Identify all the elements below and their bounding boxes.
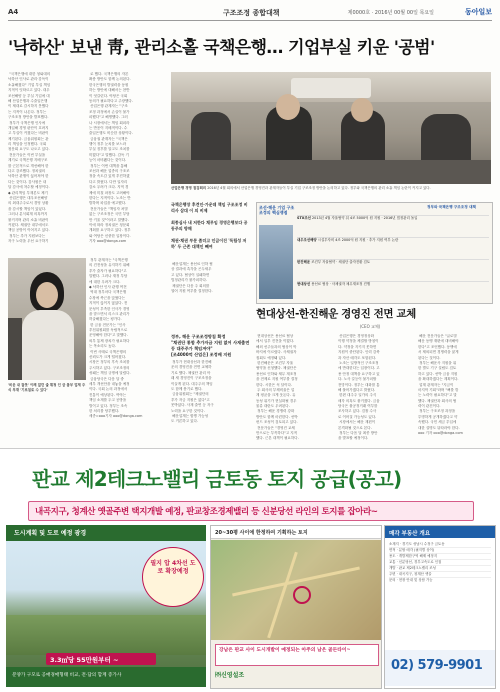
infobox-row	[297, 281, 489, 302]
infobox-right-header: 정부와 국책은행 구조조정 대책	[427, 205, 476, 209]
row-label: 현대상선	[297, 282, 311, 286]
row-text: 2013년 4월 자율협약 뒤 4조 5000억 원 지원 · 2016년 법정관리 돌입	[312, 216, 418, 220]
issue-date: 제0000호 · 2016년 00월 00일 목요일	[347, 10, 434, 16]
map-caption-box	[215, 644, 379, 666]
road-badge-text: 필지 압 4차선 도로 확장예정	[150, 560, 196, 575]
row-label: 한진해운	[297, 260, 311, 264]
info-title: 매각 부동산 개요	[389, 531, 431, 537]
infobox-row	[297, 237, 489, 258]
ad-note: 분양가 구모로 공매경매형태 비교, 전·답의 합계 증가사	[12, 673, 122, 678]
caption-text: 2016년 4월 회의에서 산업은행 경영진과 관계자들이 부실 기업 구조조정 방안을 논의하고 있다. 정부와 국책은행의 관리 소홀 책임 논란이 커지고 있다.	[207, 186, 431, 190]
infobox-title: 조선·해운 기업 구조조정의 핵심쟁점	[259, 205, 295, 215]
subhead-3: 채권·채권 부문 좀더고 인급이진 '독립성 저하' 두 근존 대책인 빼여	[171, 238, 247, 249]
ad-note-bar	[6, 667, 206, 687]
ship-illustration	[259, 225, 293, 299]
article-column-1: "국책은행에 대한 청와대의 낙하산 인사로 관리·감독이 소홀해졌다" 기업 부실 책임 지적이 잇따르고 있다. 대우 조선해양 등 부실 기업에 대 해 산업은행과 수출입은행 이 제대로 감시하지 못했다 는 지적이 나온다. 정부는 구조조정 방안을 발표했다. 정부가 국책은행 인사에 개입해 경영 판단이 흐려지 고 부실이 커졌다는 비판이 제기된다. 금융위원회는 관 리 책임을 인정했다. 국회 청문회 요구도 나오고 있다. 전문가들은 이번 부실을 계기로 국책은행 지배구조 를 근본적으로 개선해야 한 다고 강조했다. 정치권의 낙하산 관행이 끊어져야 한 다는 것이다. 감사원은 내 달 감사에 착수할 예정이다. ◆ 관리책임 부재론도 제기 산업은행은 대우조선해양 의 최대주주로서 경영 상황 을 감시할 책임이 있었다. 그러나 분식회계 의혹까지 불거지며 관리 소홀 비판이 커졌다. 채권단 내부에서도 책임 공방이 이어지고 있다. 정부는 추가 지원보다는 자구 노력을 우선 요구하기	[8, 72, 51, 244]
ad-title: 판교 제2테크노밸리 금토동 토지 공급(공고)	[32, 467, 402, 491]
ad-subtitle-bar	[28, 501, 474, 521]
phone-number[interactable]: 02) 579-9901	[391, 658, 483, 673]
infobox-row	[297, 259, 489, 280]
company-row	[215, 668, 377, 684]
page-number: A4	[8, 8, 19, 16]
ad-banner-green: 도시계획 및 도로 예정 광경	[6, 525, 206, 541]
ad-title-bar	[0, 459, 500, 499]
company-name: ㈜신영설조	[215, 672, 245, 679]
price-text: 3.3㎡당 55만원부터 ~	[50, 656, 119, 664]
row-label: STX조선	[297, 216, 311, 220]
person-caption-title: '비운 내 잘못' 이례 없던 줄 휘청 인 금 몸부 업제 주식 부재 '기르침로 수 있다'	[8, 383, 86, 392]
section-title: 구조조정 종합대책	[223, 9, 280, 17]
notice-bar	[211, 526, 381, 539]
row-label: 대우조선해양	[297, 238, 317, 242]
row-text: 용선료 협상 · 사채권자 채무재조정 진행	[311, 282, 371, 286]
phone-box[interactable]	[385, 650, 495, 686]
land-photo	[6, 525, 206, 687]
newspaper-logo: 동아일보	[464, 8, 492, 16]
meeting-photo-caption	[171, 186, 491, 196]
price-tag	[46, 653, 156, 665]
article2-headline: 현대상선-한진해운 경영진 전면 교체	[256, 308, 416, 320]
infobox-row	[297, 215, 489, 236]
row-text: 시설투자비 4조 2000억 원 지원 · 추가 지원 여부 논란	[317, 238, 399, 242]
info-body: 소재지 · 경기도 성남시 수정구 금토동 면적 · 분할 매각 (필지별 상이) 용도 · 개발제한구역 해제 예정지 교통 · 신분당선, 경부고속도로 인접 개발 · 판교 제2테크노밸리 조성 주변 · 내곡지구, 청계산 옛골 문의 · 현장 안내 및 상담 가능	[389, 542, 491, 642]
notice-title: 20~30평 사이에 한정하여 기획하는 토지	[215, 530, 308, 536]
subhead-2: 최종심사 내 저한다 채무임 경영은행보다 공동주의 방해	[171, 220, 248, 231]
person-photo-caption	[8, 383, 86, 423]
infobox-table	[256, 202, 493, 304]
article-column-2-lower: 정부 관계자는 "국책은행 의 건전성을 유지하기 위해 추가 출자가 필요하다"고 말했다. 그러나 재정 부담 에 대한 우려가 크다. ◆ 낙하산 인사 관행 여전 역대 정부마다 국책은행 수장에 측근을 앉혔다는 지적이 끊이지 않았다. 전 문성이 부족한 인사가 경영 을 맡으면서 리스크 관리가 허술해졌다는 평가다. 한 금융 전문가는 "인사 추천위원회를 독립적으로 운영해야 한다"고 말했다. 외부 통제 장치가 필요하다 는 목소리도 높다. 이번 사태로 국책은행의 신뢰도가 크게 떨어졌다. 시장은 정부의 후속 조치를 주시하고 있다. 구조조정의 성패는 책임 규명에 달렸다. 금융당국은 다음 달 중 세부 개선안을 내놓을 예정 이다. 국회 논의 과정에서 진통이 예상된다. 여야는 책임 소재를 두고 공방을 벌이고 있다. 정부는 조속 한 처리를 당부했다. 세종=ooo기자 ooo@donga.com	[89, 258, 143, 419]
meeting-photo	[171, 72, 491, 184]
article2-column-2: 현대상선은 용선료 협상 에서 일부 진전을 이뤘다. 해외 선주들과의 협상이 막 바지에 이르렀다. 사채권자 집회도 예정돼 있다. 한진해운은 조건부 자율 협약을 신청했다. 채권단은 용선료 인하와 채무 재조정 을 전제로 지원 여부를 결정 한다. 시한은 석 달이다. 두 회사의 부채비율은 업 계 평균을 크게 웃돈다. 유 동성 위기가 현실화될 경우 물류 대란도 우려된다. 정부는 해운 경쟁력 강화 방안도 함께 마련한다. 선박 펀드 조성이 검토되고 있다. 전문가들은 "경영진 교체 만으로는 부족하다"고 지적 했다. 근본 대책이 필요하다.	[256, 334, 299, 441]
article2-column-4: 해운 전문가들은 "글로벌 해운 동맹 재편에 대비해야 한다"고 조언했다. 동맹에 서 제외되면 경쟁력을 잃게 된다는 것이다. 정부는 해운사 지원을 위 한 별도 기구 설립도 검토 하고 있다. 선박 금융 지원 을 확대하겠다는 계획이다. 업계 관계자는 "지금이 마지막 기회"라며 "뼈를 깎 는 노력이 필요하다"고 말 했다. 채권단과 회사의 협 력이 관건이다. 정부는 구조조정 과정을 투명하게 공개하겠다고 약 속했다. 국민 세금 투입에 대한 설명도 뒤따라야 한다. ooo 기자 ooo@donga.com	[418, 334, 463, 436]
info-panel	[384, 525, 496, 689]
info-title-bar	[385, 526, 495, 538]
article2-column-3: 산업은행은 경영정상화 이행 약정을 체결할 방침이 다. 약정을 지키지 못하면 지원이 중단된다. 인력 감축 과 자산 매각도 포함된다. 노조는 일방적인 구조조정 에 반대한다는 입장이다. 고 용 안정 대책을 요구하고 있 다. 노사 갈등이 불가피할 전망이다. 정부는 대화를 통 해 풀어가겠다고 밝혔다. 한편 대주주 일가의 주식 매각 의혹도 불거졌다. 금융 당국은 불공정거래 여부를 조사하고 있다. 검찰 수사 로 이어질 가능성도 있다. 시장에서는 해운 재편이 본격화될 것으로 본다. 정부는 다음 달 최종 방안 을 발표할 예정이다.	[338, 334, 380, 441]
map-caption: 강남은 판교 사이 도시개발이 예정되는 아주의 남은 골든타이~	[219, 648, 351, 653]
road-badge	[142, 547, 204, 607]
subhead-1: 국책은행장 후견인·가운데 책임 구조조정 비리사 삼대 이 의 비제	[171, 202, 248, 213]
ad-subtitle: 내곡지구, 청계산 옛골주변 택지개발 예정, 판교창조경제밸리 등 신분당선 라인의 토지를 잡아라~	[35, 507, 378, 517]
real-estate-advertisement	[0, 448, 500, 692]
article2-sub1: 정부, 해운 구조조정방침 확정	[171, 334, 226, 339]
caption-title: 산업은행 경영 점검회의	[171, 186, 207, 190]
main-headline: '낙하산' 보낸 靑, 관리소홀 국책은행… 기업부실 키운 '공범'	[8, 38, 435, 58]
row-text: 조건부 자율협약 · 채권단 출자전환 검토	[311, 260, 371, 264]
article2-subtitle: (CEO 교체)	[359, 324, 381, 329]
page-header	[8, 6, 492, 21]
article2-sub3: [조4000억 산업은] 조정배 지원	[171, 352, 232, 357]
article-column-2: 로 했다. 국책은행의 자본 확충 방안도 함께 논의된다. 한국은행의 발권력을 동원 하는 방안에 대해서는 찬반 이 엇갈린다. 야당은 국회 동의가 필요하다고 주장했다. 산업은행 관계자는 "구조 조정 과정에서 손실이 불가 피했다"고 해명했다. 그러 나 시장에서는 책임 회피라 는 반응이 지배적이다. 수 출입은행도 비슷한 상황이다. 금융권 관계자는 "국책은 행이 정부 눈치를 보느라 부실 징후를 알고도 조치를 미뤘다"고 말했다. 감독 기 능이 마비됐다는 것이다. 정부는 이번 대책을 통해 조선과 해운 업종의 구조조 정을 속도감 있게 추진하겠 다고 밝혔다. 다만 일자리 감소 우려가 크다. 지역 경 제에 미칠 파장도 고려해야 한다는 지적이다. 노조는 반 발하며 파업을 예고했다. 전문가들은 "책임자 처벌 없는 구조조정은 국민 부담 만 키울 것"이라고 말했다. 이에 따라 정치권은 청문회 개최를 요구하고 있다. 정부 와 여당은 신중한 입장이다. 기자 ooo@donga.com	[89, 72, 133, 244]
person-photo	[8, 258, 86, 380]
location-map	[210, 525, 382, 689]
site-marker	[293, 586, 311, 604]
article2-sub2: "채권단 통합 추가자금 지원 없어 사재출연 등 대주주가 책임져야"	[171, 340, 250, 351]
aerial-map	[211, 540, 381, 640]
article-column-3-lower: 해운업계는 용선료 인하 협 상 결과에 촉각을 곤두세우 고 있다. 협상이 실패하면 법정관리가 불가피하다. 채권단은 다음 주 회의를 열어 지원 여부를 결정한다.	[171, 262, 213, 293]
article2-column-1: 정부, 해운 구조조정방침 확정 "채권단 통합 추가자금 지원 없어 사재출연 등 대주주가 책임져야" [조4000억 산업은] 조정배 지원 정부가 현대상선과 한진해 운의 경영진을 전면 교체하 기로 했다. 채권단 관리 아 래 새 경영진이 구조조정을 이끌게 된다. 대주주의 책임 도 함께 묻기로 했다. 금융위원회는 "채권단의 추가 자금 지원은 없다"고 못박았다. 사재 출연 등 자구 노력을 요구한 것이다. 해운업계는 합병 가능성 도 거론하고 있다.	[171, 334, 250, 424]
